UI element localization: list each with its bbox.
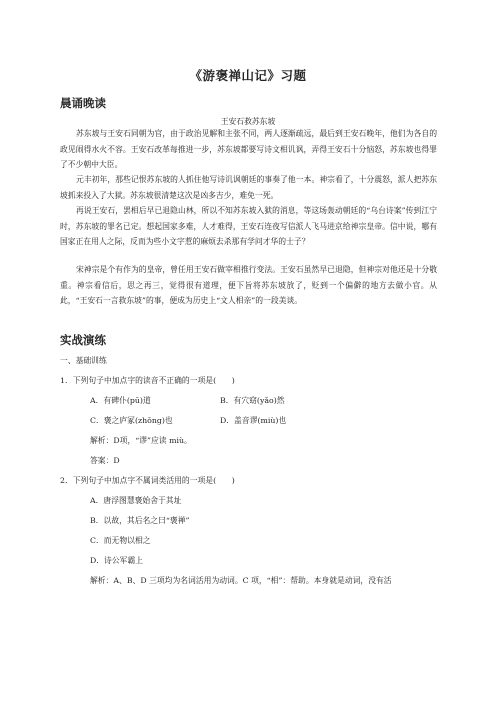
question-1-option-b: B．有穴窈(yǎo)然	[220, 396, 285, 405]
question-1-answer: 答案：D	[90, 456, 120, 465]
question-1-analysis: 解析：D项，“谬”应读 miù。	[90, 436, 192, 445]
story-paragraph-2: 元丰初年，那些记恨苏东坡的人抓住他写诗讥讽朝廷的事奏了他一本。神宗看了，十分震怒，派人把苏东坡抓来投入了大狱。苏东坡很清楚这次是凶多吉少，难免一死。	[60, 175, 437, 200]
document-title: 《游褒禅山记》习题	[189, 68, 307, 83]
question-2-option-c: C．而无物以相之	[90, 536, 151, 545]
section-heading-morning-reading: 晨诵晚读	[60, 96, 106, 110]
section-heading-practice: 实战演练	[60, 333, 106, 347]
section-basic-training: 一、基础训练	[60, 356, 107, 365]
story-title: 王安石救苏东坡	[220, 117, 276, 126]
story-paragraph-1: 苏东坡与王安石同朝为官，由于政治见解和主张不同，两人逐渐疏远，最后到王安石晚年，他们为各自的政见闹得水火不容。王安石改革每推进一步，苏东坡都要写诗文相讥讽，弄得王安石十分恼怒，苏东坡也得罪了不少朝中大臣。	[60, 129, 437, 170]
story-paragraph-4: 宋神宗是个有作为的皇帝，曾任用王安石做宰相推行变法。王安石虽然早已退隐，但神宗对他还是十分敬重。神宗看信后，思之再三，觉得很有道理，便下旨将苏东坡放了，贬到一个偏僻的地方去做小官。从此，“王安石一言救东坡”的事，便成为历史上“文人相亲”的一段美谈。	[60, 265, 437, 306]
question-2-option-a: A．唐浮图慧褒始舍于其址	[90, 496, 182, 505]
question-2-stem: 2．下列句子中加点字不属词类活用的一项是( )	[60, 476, 235, 485]
question-2-analysis: 解析：A、B、D 三项均为名词活用为动词。C 项，“相”：帮助。本身就是动词，没有活	[90, 576, 392, 585]
story-paragraph-3: 再说王安石，罢相后早已退隐山林，所以不知苏东坡入狱的消息，等这场轰动朝廷的“乌台诗案”传到江宁时，苏东坡的罪名已定。想起国家多难，人才难得，王安石连夜写信派人飞马进京给神宗皇帝。信中说，哪有国家正在用人之际，反而为些小文字惹的麻烦去杀那有学问才华的士子？	[60, 206, 437, 247]
question-1-stem: 1．下列句子中加点字的读音不正确的一项是( )	[60, 376, 235, 385]
question-2-option-b: B．以故，其后名之曰“褒禅”	[90, 516, 190, 525]
question-1-option-d: D．盖音谬(miù)也	[220, 416, 287, 425]
question-1-option-a: A．有碑仆(pū)道	[90, 396, 151, 405]
question-2-option-d: D．诗公军霸上	[90, 556, 144, 565]
question-1-option-c: C．褒之庐冢(zhǒng)也	[90, 416, 173, 425]
